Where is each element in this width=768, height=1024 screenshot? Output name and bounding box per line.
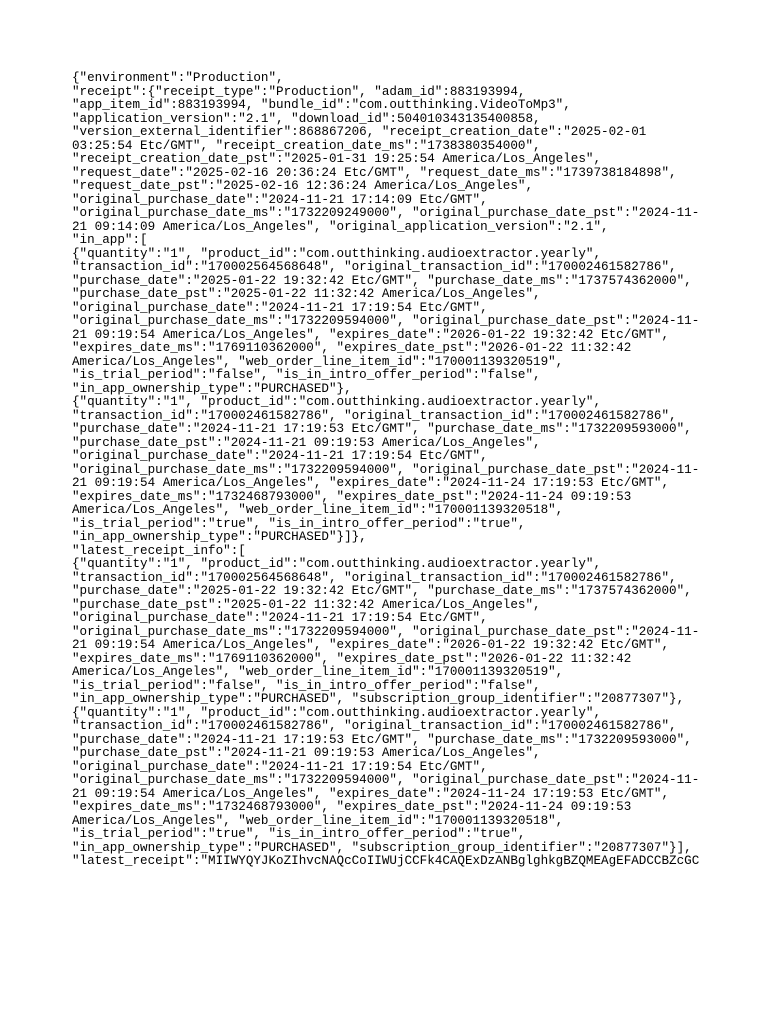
- document-line: "purchase_date":"2025-01-22 19:32:42 Etc/GMT", "purchase_date_ms":"1737574362000",: [72, 273, 692, 288]
- document-line: "transaction_id":"170002564568648", "original_transaction_id":"170002461582786",: [72, 260, 677, 274]
- document-line: "purchase_date":"2025-01-22 19:32:42 Etc/GMT", "purchase_date_ms":"1737574362000",: [72, 584, 692, 598]
- document-line: "purchase_date_pst":"2025-01-22 11:32:42 America/Los_Angeles",: [72, 597, 541, 612]
- document-line: "receipt":{"receipt_type":"Production", "adam_id":883193994,: [72, 84, 526, 99]
- document-line: 21 09:19:54 America/Los_Angeles", "expires_date":"2024-11-24 17:19:53 Etc/GMT",: [72, 786, 670, 801]
- document-line: "in_app_ownership_type":"PURCHASED"},: [72, 381, 352, 396]
- document-line: "original_purchase_date":"2024-11-21 17:19:54 Etc/GMT",: [72, 300, 488, 315]
- document-line: "original_purchase_date":"2024-11-21 17:19:54 Etc/GMT",: [72, 449, 488, 463]
- document-line: {"environment":"Production",: [72, 71, 284, 85]
- document-line: America/Los_Angeles", "web_order_line_item_id":"170001139320518",: [72, 503, 564, 517]
- document-line: {"quantity":"1", "product_id":"com.outthinking.audioextractor.yearly",: [72, 246, 602, 261]
- document-line: {"quantity":"1", "product_id":"com.outthinking.audioextractor.yearly",: [72, 557, 602, 571]
- document-line: "transaction_id":"170002564568648", "original_transaction_id":"170002461582786",: [72, 570, 677, 585]
- document-line: "original_purchase_date_ms":"1732209594000", "original_purchase_date_pst":"2024-11-: [72, 314, 700, 328]
- document-line: "expires_date_ms":"1732468793000", "expires_date_pst":"2024-11-24 09:19:53: [72, 489, 632, 504]
- document-line: "is_trial_period":"false", "is_in_intro_offer_period":"false",: [72, 368, 541, 382]
- document-line: "expires_date_ms":"1769110362000", "expires_date_pst":"2026-01-22 11:32:42: [72, 651, 632, 666]
- document-line: "receipt_creation_date_pst":"2025-01-31 19:25:54 America/Los_Angeles",: [72, 152, 602, 166]
- document-line: "purchase_date_pst":"2024-11-21 09:19:53 America/Los_Angeles",: [72, 746, 541, 760]
- document-line: America/Los_Angeles", "web_order_line_item_id":"170001139320519",: [72, 354, 564, 369]
- document-line: America/Los_Angeles", "web_order_line_item_id":"170001139320518",: [72, 813, 564, 828]
- document-line: "in_app_ownership_type":"PURCHASED"}]},: [72, 530, 367, 544]
- document-line: "purchase_date":"2024-11-21 17:19:53 Etc/GMT", "purchase_date_ms":"1732209593000",: [72, 422, 692, 436]
- document-line: 21 09:19:54 America/Los_Angeles", "expires_date":"2024-11-24 17:19:53 Etc/GMT",: [72, 476, 670, 490]
- document-line: "purchase_date":"2024-11-21 17:19:53 Etc/GMT", "purchase_date_ms":"1732209593000",: [72, 732, 692, 747]
- document-line: "is_trial_period":"true", "is_in_intro_offer_period":"true",: [72, 827, 526, 841]
- document-line: "transaction_id":"170002461582786", "original_transaction_id":"170002461582786",: [72, 408, 677, 423]
- document-line: "original_purchase_date":"2024-11-21 17:14:09 Etc/GMT",: [72, 192, 488, 207]
- document-line: "original_purchase_date_ms":"1732209249000", "original_purchase_date_pst":"2024-11-: [72, 206, 700, 220]
- document-line: [72, 869, 702, 883]
- document-line: "in_app":[: [72, 233, 148, 247]
- document-line: "expires_date_ms":"1732468793000", "expires_date_pst":"2024-11-24 09:19:53: [72, 800, 632, 814]
- document-line: "latest_receipt":"MIIWYQYJKoZIhvcNAQcCoIIWUjCCFk4CAQExDzANBglghkgBZQMEAgEFADCCBZcGC: [72, 854, 700, 868]
- document-line: America/Los_Angeles", "web_order_line_item_id":"170001139320519",: [72, 665, 564, 679]
- document-line: "original_purchase_date_ms":"1732209594000", "original_purchase_date_pst":"2024-11-: [72, 462, 700, 477]
- document-line: "version_external_identifier":868867206, "receipt_creation_date":"2025-02-01: [72, 125, 647, 139]
- document-line: "in_app_ownership_type":"PURCHASED", "subscription_group_identifier":"20877307"},: [72, 692, 685, 706]
- document-line: "original_purchase_date":"2024-11-21 17:19:54 Etc/GMT",: [72, 759, 488, 774]
- document-line: {"quantity":"1", "product_id":"com.outthinking.audioextractor.yearly",: [72, 705, 602, 720]
- document-line: 21 09:19:54 America/Los_Angeles", "expires_date":"2026-01-22 19:32:42 Etc/GMT",: [72, 327, 670, 342]
- document-line: 21 09:19:54 America/Los_Angeles", "expires_date":"2026-01-22 19:32:42 Etc/GMT",: [72, 638, 670, 652]
- document-line: "latest_receipt_info":[: [72, 543, 246, 558]
- document-line: "purchase_date_pst":"2025-01-22 11:32:42 America/Los_Angeles",: [72, 287, 541, 301]
- document-line: "expires_date_ms":"1769110362000", "expires_date_pst":"2026-01-22 11:32:42: [72, 341, 632, 355]
- document-line: "request_date":"2025-02-16 20:36:24 Etc/GMT", "request_date_ms":"1739738184898",: [72, 165, 677, 180]
- document-line: "is_trial_period":"true", "is_in_intro_offer_period":"true",: [72, 516, 526, 531]
- document-line: "original_purchase_date_ms":"1732209594000", "original_purchase_date_pst":"2024-11-: [72, 624, 700, 639]
- document-line: "original_purchase_date_ms":"1732209594000", "original_purchase_date_pst":"2024-11-: [72, 773, 700, 787]
- document-line: "request_date_pst":"2025-02-16 12:36:24 America/Los_Angeles",: [72, 179, 534, 193]
- receipt-json-document: [72, 72, 702, 882]
- document-line: 21 09:14:09 America/Los_Angeles", "original_application_version":"2.1",: [72, 219, 609, 234]
- document-line: "transaction_id":"170002461582786", "original_transaction_id":"170002461582786",: [72, 719, 677, 733]
- document-line: "is_trial_period":"false", "is_in_intro_offer_period":"false",: [72, 678, 541, 693]
- document-line: "application_version":"2.1", "download_id":504010343135400858,: [72, 111, 541, 126]
- document-line: "purchase_date_pst":"2024-11-21 09:19:53 America/Los_Angeles",: [72, 435, 541, 450]
- document-line: "original_purchase_date":"2024-11-21 17:19:54 Etc/GMT",: [72, 611, 488, 625]
- document-line: {"quantity":"1", "product_id":"com.outthinking.audioextractor.yearly",: [72, 395, 602, 409]
- document-line: "in_app_ownership_type":"PURCHASED", "subscription_group_identifier":"20877307"}],: [72, 840, 692, 855]
- document-line: "app_item_id":883193994, "bundle_id":"com.outthinking.VideoToMp3",: [72, 98, 571, 112]
- document-line: 03:25:54 Etc/GMT", "receipt_creation_date_ms":"1738380354000",: [72, 138, 541, 153]
